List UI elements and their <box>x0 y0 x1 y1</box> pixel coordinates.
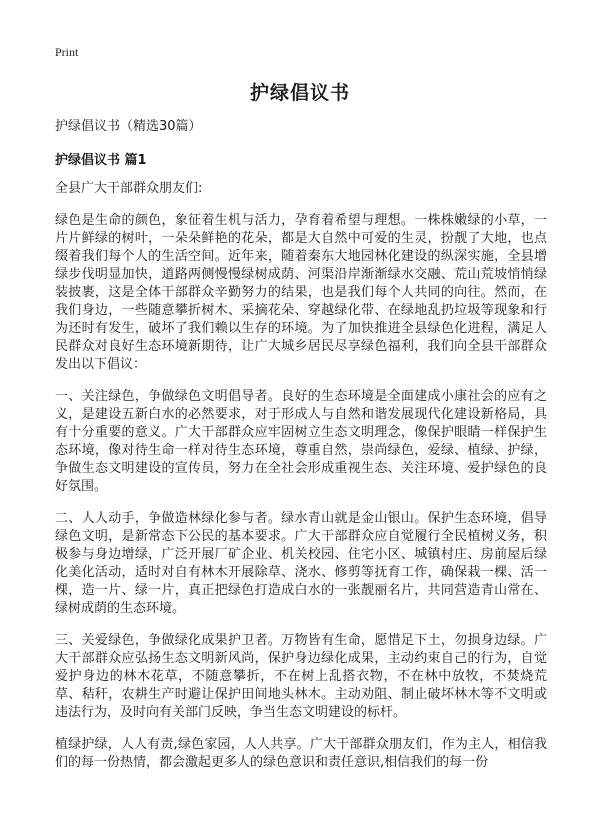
document-body <box>55 118 547 786</box>
paragraph-point-2: 二、人人动手，争做造林绿化参与者。绿水青山就是金山银山。保护生态环境，倡导绿色文明，是新常态下公民的基本要求。广大干部群众应自觉履行全民植树义务，积极参与身边增绿，广泛开展厂矿企业、机关校园、住宅小区、城镇村庄、房前屋后绿化美化活动，适时对自有林木开展除草、浇水、修剪等抚育工作，确保栽一棵、活一棵，造一片、绿一片，真正把绿色打造成白水的一张靓丽名片，共同营造青山常在、绿树成荫的生态环境。 <box>55 511 547 616</box>
paragraph-intro: 绿色是生命的颜色，象征着生机与活力，孕育着希望与理想。一株株嫩绿的小草，一片片鲜绿的树叶，一朵朵鲜艳的花朵，都是大自然中可爱的生灵，扮靓了大地，也点缀着我们每个人的生活空间。近年来，随着秦东大地园林化建设的纵深实施，全县增绿步伐明显加快，道路两侧慢慢绿树成荫、河渠沿岸渐渐绿水交融、荒山荒坡悄悄绿装披裹，这是全体干部群众辛勤努力的结果，也是我们每个人共同的向往。然而，在我们身边，一些随意攀折树木、采摘花朵、穿越绿化带、在绿地乱扔垃圾等现象和行为还时有发生，破坏了我们赖以生存的环境。为了加快推进全县绿色化进程，满足人民群众对良好生态环境新期待，让广大城乡居民尽享绿色福利，我们向全县干部群众发出以下倡议： <box>55 213 547 372</box>
greeting: 全县广大干部群众朋友们: <box>55 181 203 196</box>
section-heading: 护绿倡议书 篇1 <box>55 153 147 168</box>
paragraph-point-1: 一、关注绿色，争做绿色文明倡导者。良好的生态环境是全面建成小康社会的应有之义，是建设五新白水的必然要求，对于形成人与自然和谐发展现代化建设新格局，具有十分重要的意义。广大干部群众应牢固树立生态文明理念，像保护眼睛一样保护生态环境，像对待生命一样对待生态环境，尊重自然，崇尚绿色，爱绿、植绿、护绿，争做生态文明建设的宣传员，努力在全社会形成重视生态、关注环境、爱护绿色的良好氛围。 <box>55 389 547 494</box>
paragraph-closing: 植绿护绿，人人有责,绿色家园，人人共享。广大干部群众朋友们，作为主人，相信我们的每一份热情，都会激起更多人的绿色意识和责任意识,相信我们的每一份 <box>55 737 547 770</box>
paragraph-point-3: 三、关爱绿色，争做绿化成果护卫者。万物皆有生命，愿惜足下土，勿损身边绿。广大干部群众应弘扬生态文明新风尚，保护身边绿化成果，主动约束自己的行为，自觉爱护身边的林木花草，不随意攀折，不在树上乱搭衣物，不在林中放牧，不焚烧荒草、秸秆，农耕生产时避让保护田间地头林木。主动劝阻、制止破坏林木等不文明或违法行为，及时向有关部门反映，争当生态文明建设的标杆。 <box>55 633 547 720</box>
print-label[interactable]: Print <box>55 45 79 59</box>
page-title: 护绿倡议书 <box>249 82 350 104</box>
document-subtitle: 护绿倡议书（精选30篇） <box>55 119 202 134</box>
